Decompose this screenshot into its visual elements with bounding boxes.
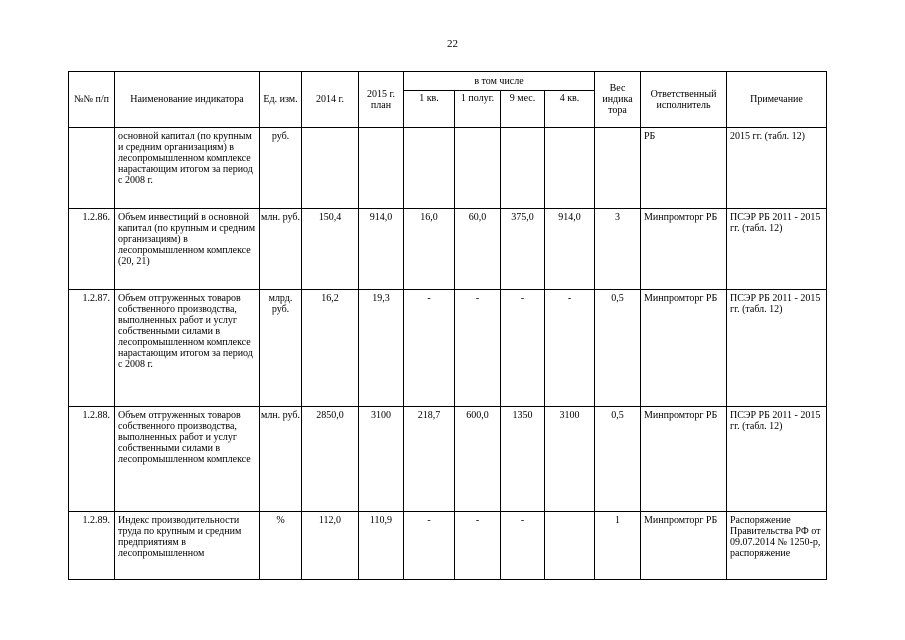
row-unit: млн. руб. [260, 407, 302, 512]
row-2015-plan: 914,0 [359, 209, 404, 290]
row-9-months: - [501, 512, 545, 580]
row-9-months: - [501, 290, 545, 407]
table-row [69, 209, 827, 290]
row-half-year: 600,0 [455, 407, 501, 512]
row-num: 1.2.87. [69, 290, 115, 407]
row-weight: 1 [595, 512, 641, 580]
row-unit: % [260, 512, 302, 580]
header-half-year: 1 полуг. [455, 91, 501, 128]
row-q1: - [404, 512, 455, 580]
row-2014 [302, 128, 359, 209]
row-unit: млрд. руб. [260, 290, 302, 407]
row-num [69, 128, 115, 209]
row-note: Распоряжение Правительства РФ от 09.07.2014 № 1250-р, распоряжение [727, 512, 827, 580]
page-number: 22 [447, 38, 458, 50]
row-q1 [404, 128, 455, 209]
header-num: №№ п/п [69, 72, 115, 128]
row-2014: 2850,0 [302, 407, 359, 512]
row-name: Объем инвестиций в основной капитал (по крупным и средним организациям) в лесопромышленном комплексе (20, 21) [115, 209, 260, 290]
row-q4 [545, 128, 595, 209]
table-header [69, 72, 827, 128]
table-row [69, 512, 827, 580]
row-num: 1.2.89. [69, 512, 115, 580]
row-2015-plan: 19,3 [359, 290, 404, 407]
row-num: 1.2.86. [69, 209, 115, 290]
row-q4 [545, 512, 595, 580]
header-note: Примечание [727, 72, 827, 128]
header-including: в том числе [404, 72, 595, 91]
row-9-months [501, 128, 545, 209]
row-name: Индекс производительности труда по крупным и средним предприятиям в лесопромышленном [115, 512, 260, 580]
row-q1: 218,7 [404, 407, 455, 512]
row-2015-plan: 110,9 [359, 512, 404, 580]
header-unit: Ед. изм. [260, 72, 302, 128]
row-q4: 914,0 [545, 209, 595, 290]
row-weight: 0,5 [595, 290, 641, 407]
row-half-year: 60,0 [455, 209, 501, 290]
header-2015-plan: 2015 г. план [359, 72, 404, 128]
row-2015-plan: 3100 [359, 407, 404, 512]
row-note: ПСЭР РБ 2011 - 2015 гг. (табл. 12) [727, 209, 827, 290]
row-unit: млн. руб. [260, 209, 302, 290]
header-q4: 4 кв. [545, 91, 595, 128]
row-responsible: Минпромторг РБ [641, 290, 727, 407]
row-2014: 112,0 [302, 512, 359, 580]
row-responsible: Минпромторг РБ [641, 209, 727, 290]
header-responsible: Ответственный исполнитель [641, 72, 727, 128]
table-row [69, 407, 827, 512]
row-9-months: 375,0 [501, 209, 545, 290]
row-2014: 150,4 [302, 209, 359, 290]
row-q1: - [404, 290, 455, 407]
row-note: 2015 гг. (табл. 12) [727, 128, 827, 209]
row-responsible: Минпромторг РБ [641, 407, 727, 512]
indicators-table [68, 71, 827, 580]
row-unit: руб. [260, 128, 302, 209]
row-9-months: 1350 [501, 407, 545, 512]
row-weight: 0,5 [595, 407, 641, 512]
row-q1: 16,0 [404, 209, 455, 290]
row-half-year [455, 128, 501, 209]
row-responsible: Минпромторг РБ [641, 512, 727, 580]
row-name: Объем отгруженных товаров собственного производства, выполненных работ и услуг собственными силами в лесопромышленном комплексе нарастающим итогом за период с 2008 г. [115, 290, 260, 407]
header-name: Наименование индикатора [115, 72, 260, 128]
row-responsible: РБ [641, 128, 727, 209]
row-weight [595, 128, 641, 209]
row-note: ПСЭР РБ 2011 - 2015 гг. (табл. 12) [727, 407, 827, 512]
header-q1: 1 кв. [404, 91, 455, 128]
table-row [69, 290, 827, 407]
row-weight: 3 [595, 209, 641, 290]
row-q4: 3100 [545, 407, 595, 512]
row-name: Объем отгруженных товаров собственного производства, выполненных работ и услуг собственными силами в лесопромышленном комплексе [115, 407, 260, 512]
row-half-year: - [455, 290, 501, 407]
row-2014: 16,2 [302, 290, 359, 407]
row-num: 1.2.88. [69, 407, 115, 512]
header-weight: Вес индика тора [595, 72, 641, 128]
row-note: ПСЭР РБ 2011 - 2015 гг. (табл. 12) [727, 290, 827, 407]
row-q4: - [545, 290, 595, 407]
header-9-months: 9 мес. [501, 91, 545, 128]
header-2014: 2014 г. [302, 72, 359, 128]
row-name: основной капитал (по крупным и средним организациям) в лесопромышленном комплексе нарастающим итогом за период с 2008 г. [115, 128, 260, 209]
table-row [69, 128, 827, 209]
row-half-year: - [455, 512, 501, 580]
row-2015-plan [359, 128, 404, 209]
